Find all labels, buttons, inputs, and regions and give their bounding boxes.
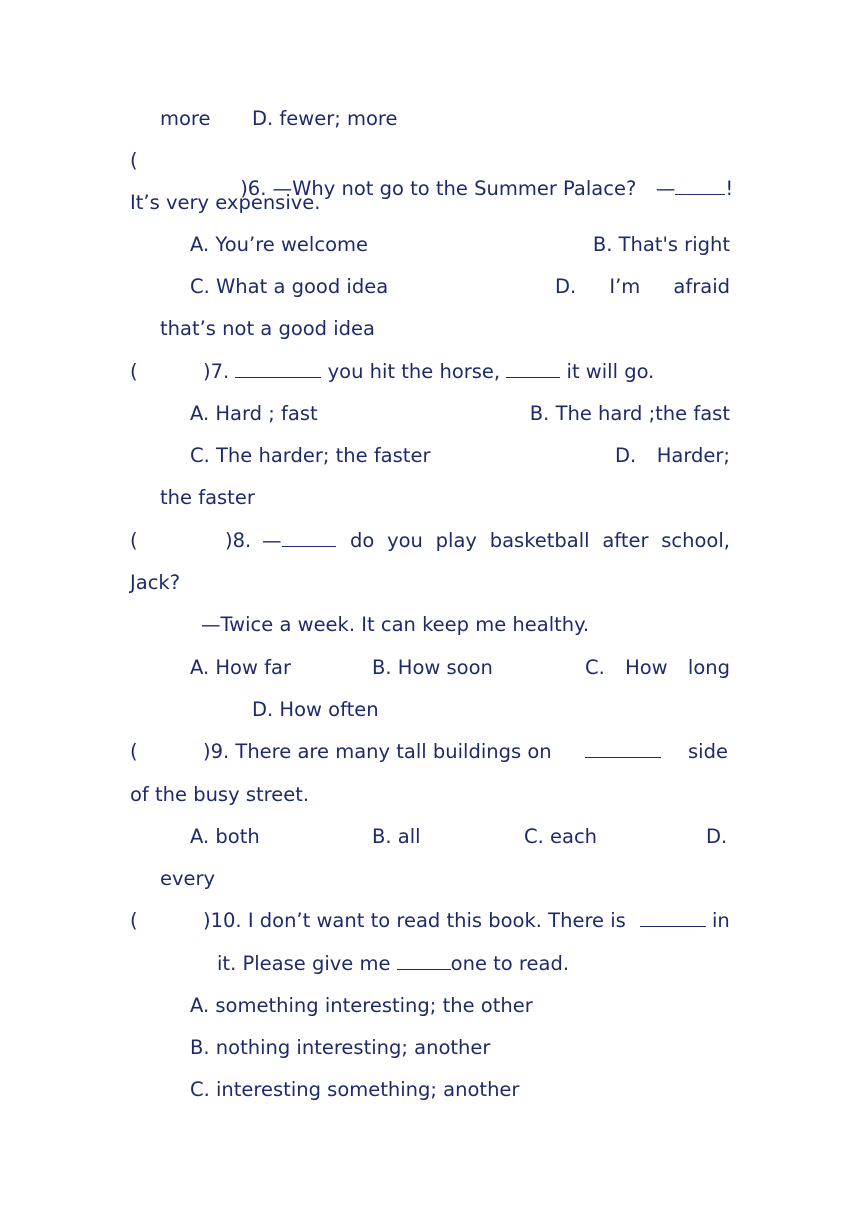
question-8-number: )8. [225,529,252,552]
question-8-dialogue: —Twice a week. It can keep me healthy. [201,613,590,636]
answer-paren: ( [130,529,138,552]
option-a: A. Hard ; fast [190,402,318,425]
question-10-stem-cont: it. Please give me one to read. [217,952,570,975]
question-9-stem: )9. There are many tall buildings on [203,740,552,763]
answer-blank [235,359,321,378]
question-7-options-ab [190,400,730,428]
option-b: B. That's right [592,233,730,256]
option-b: B. How soon [372,656,493,679]
option-b: B. nothing interesting; another [190,1036,491,1059]
option-d-cont: every [160,867,216,890]
option-d: D. How often [252,698,379,721]
option-a: A. something interesting; the other [190,994,533,1017]
option-c: C. each [524,825,598,848]
option-a: A. How far [190,656,291,679]
option-c: C. What a good idea [190,275,389,298]
question-6-stem: ( )6. —Why not go to the Summer Palace? — ! [130,149,734,200]
prev-option-c-cont: more [160,107,211,130]
question-7-stem: )7. you hit the horse, it will go. [203,360,655,383]
prev-option-d: D. fewer; more [252,107,398,130]
answer-blank [675,176,725,195]
question-6-stem-cont: It’s very expensive. [130,191,321,214]
option-a: A. both [190,825,260,848]
option-d-cont: the faster [160,486,255,509]
option-d: D. Harder; [615,444,730,467]
question-6-options-ab [190,231,730,259]
answer-blank [506,359,560,378]
question-8-stem: do you play basketball after school, [350,529,730,552]
answer-paren: ( [130,149,138,172]
answer-paren: ( [130,740,138,763]
option-b: B. The hard ;the fast [529,402,730,425]
answer-paren: ( [130,909,138,932]
option-d: D. [706,825,728,848]
answer-blank [585,738,661,766]
answer-paren: ( [130,360,138,383]
question-8-stem-cont: Jack? [130,571,181,594]
option-c: C. How long [585,656,730,679]
option-c: C. The harder; the faster [190,444,431,467]
answer-blank [640,907,706,935]
question-10-stem: )10. I don’t want to read this book. There is [203,909,626,932]
option-b: B. all [372,825,421,848]
answer-blank [282,528,336,547]
answer-blank [397,951,451,970]
option-d: D. I’m afraid [555,275,730,298]
option-d-cont: that’s not a good idea [160,317,375,340]
question-6-text: )6. —Why not go to the Summer Palace? — [240,177,676,200]
question-8-dash: — [262,527,336,555]
option-a: A. You’re welcome [190,233,368,256]
option-c: C. interesting something; another [190,1078,520,1101]
question-10-stem-end: in [712,909,730,932]
question-9-stem-cont: of the busy street. [130,783,310,806]
question-9-stem-end: side [688,740,728,763]
